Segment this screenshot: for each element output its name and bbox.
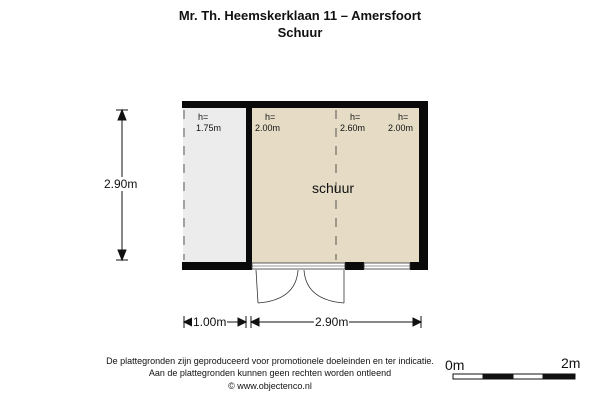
width-left-dimension-label: 1.00m: [193, 315, 227, 329]
door-swing-right: [304, 270, 344, 303]
plan-title: Mr. Th. Heemskerklaan 11 – Amersfoort: [178, 8, 422, 23]
scale-end-label: 2m: [561, 355, 581, 371]
height-label-main-1: h= 2.00m: [255, 112, 281, 133]
wall-bottom-mid: [345, 262, 364, 270]
height-dimension-label: 2.90m: [104, 177, 138, 191]
scale-start-label: 0m: [445, 357, 465, 373]
wall-top: [182, 101, 428, 108]
wall-right: [419, 101, 428, 270]
copyright-line: © www.objectenco.nl: [228, 381, 312, 391]
wall-bottom-right: [410, 262, 428, 270]
width-main-dimension-label: 2.90m: [315, 315, 349, 329]
height-label-side: h= 1.75m: [196, 112, 222, 133]
height-label-main-2: h= 2.60m: [340, 112, 366, 133]
wall-inner: [246, 101, 252, 270]
wall-bottom-left: [182, 262, 252, 270]
disclaimer-line-1: De plattegronden zijn geproduceerd voor promotionele doeleinden en ter indicatie.: [106, 356, 434, 366]
room-label-schuur: schuur: [312, 180, 355, 196]
height-label-main-3: h= 2.00m: [388, 112, 414, 133]
disclaimer-line-2: Aan de plattegronden kunnen geen rechten worden ontleend: [148, 368, 392, 378]
plan-subtitle: Schuur: [277, 25, 323, 40]
door-swing-left: [256, 270, 298, 303]
